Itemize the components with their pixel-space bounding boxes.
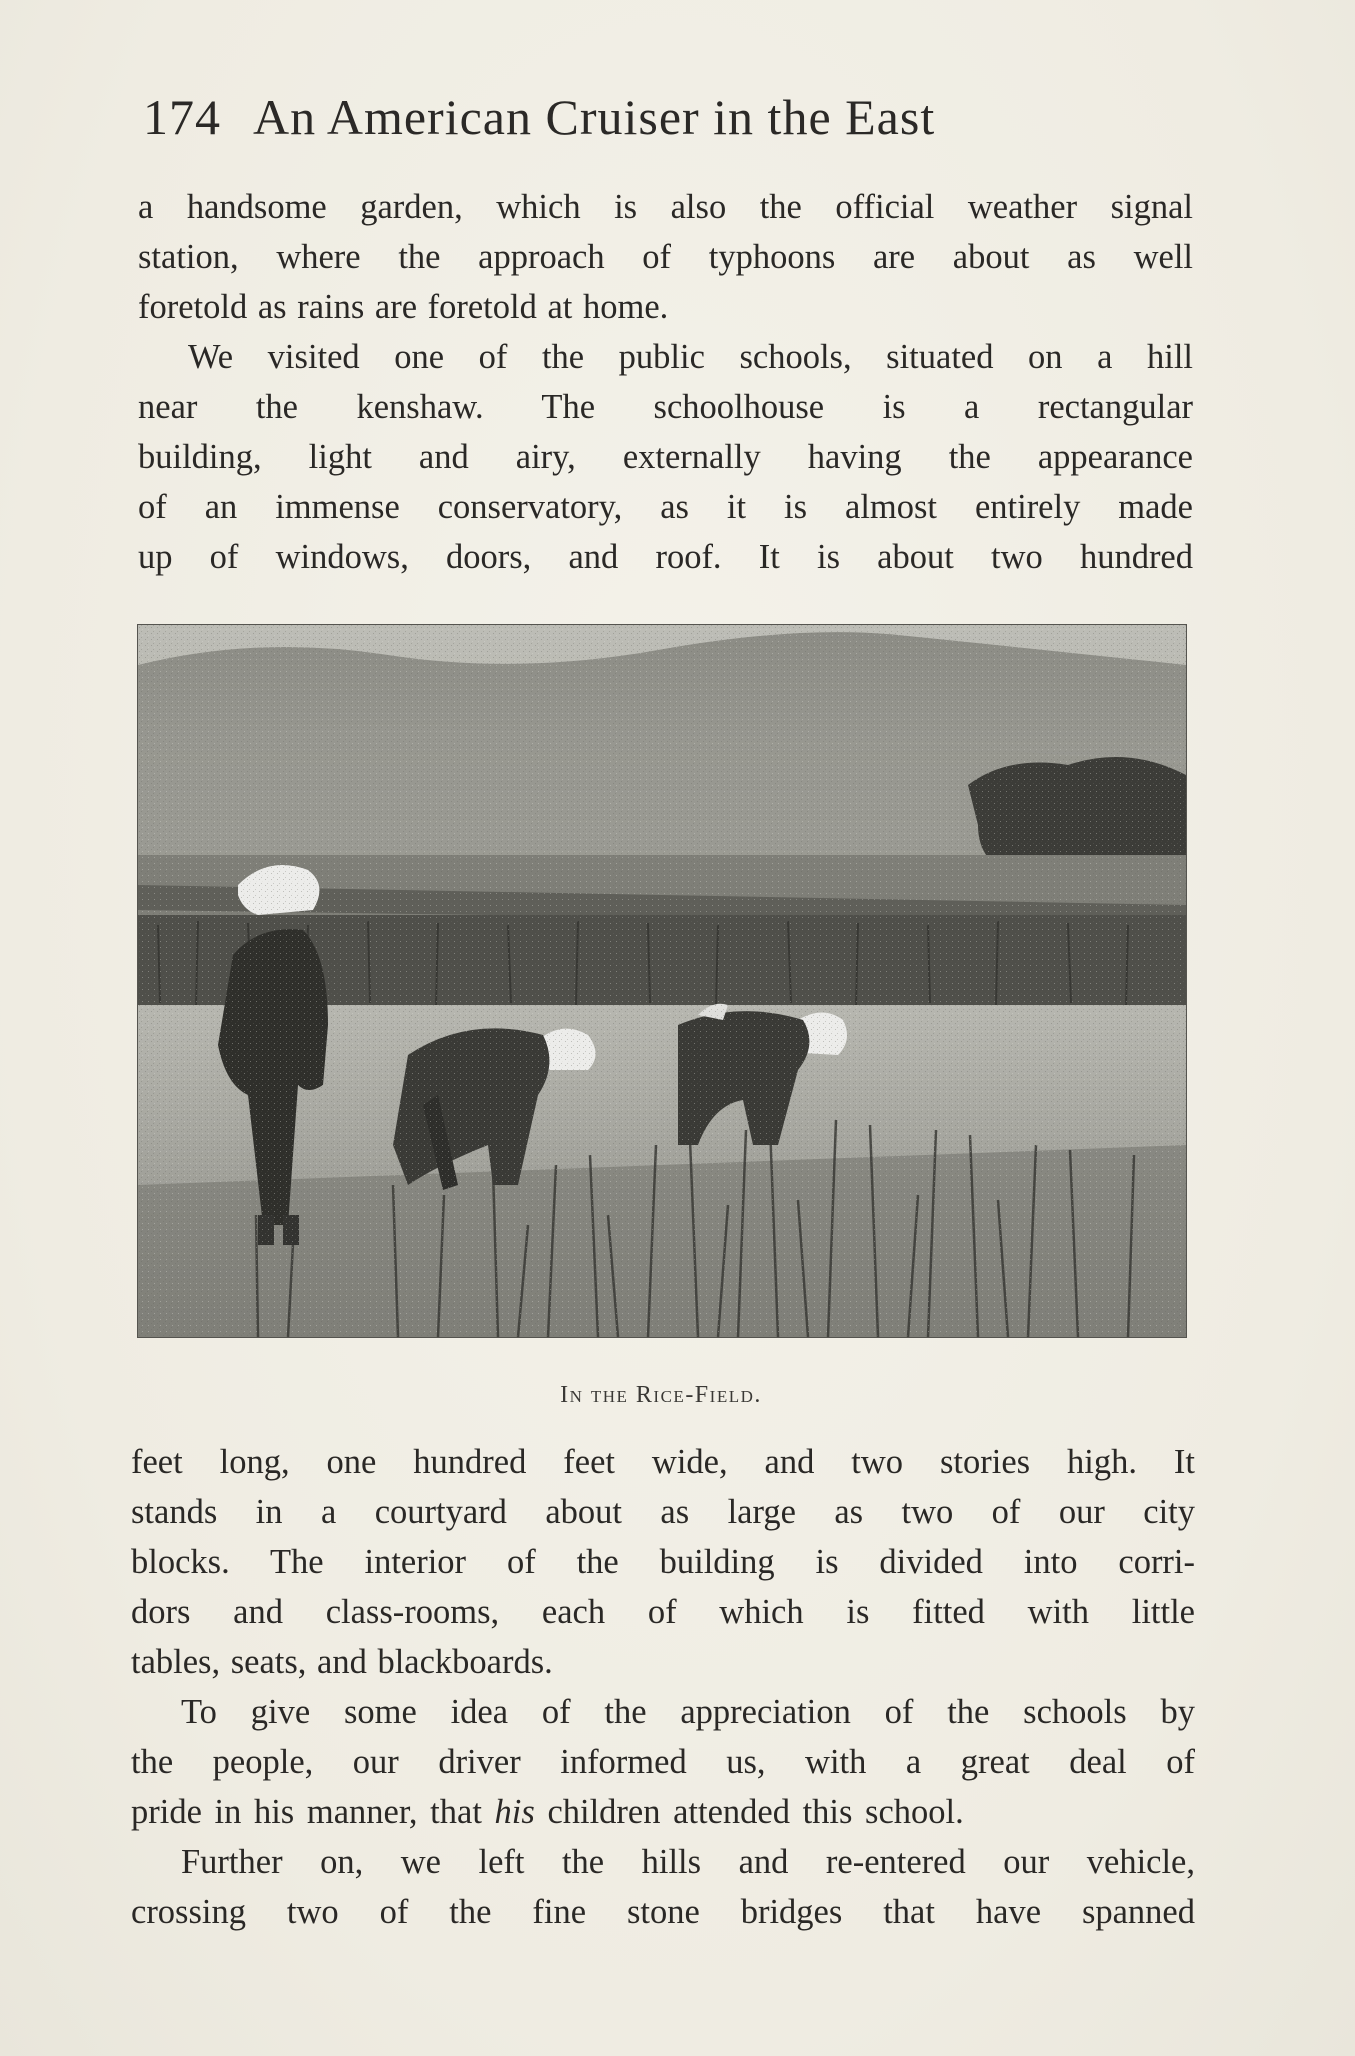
text-line	[131, 1787, 1195, 1837]
body-text-bottom	[131, 1437, 1195, 1937]
paragraph	[131, 1437, 1195, 1687]
text-line: feet long, one hundred feet wide, and two stories high. It	[131, 1443, 1195, 1481]
text-line: the people, our driver informed us, with a great deal of	[131, 1743, 1195, 1781]
text-line: a handsome garden, which is also the official weather signal	[138, 188, 1193, 226]
text-line: station, where the approach of typhoons are about as well	[138, 238, 1193, 276]
paragraph	[131, 1837, 1195, 1937]
running-title: An American Cruiser in the East	[253, 89, 936, 145]
running-header	[143, 88, 1198, 148]
text-line: foretold as rains are foretold at home.	[138, 288, 669, 326]
text-line: tables, seats, and blackboards.	[131, 1643, 553, 1681]
text-segment: pride in his manner, that	[131, 1793, 495, 1831]
text-line: stands in a courtyard about as large as two of our city	[131, 1493, 1195, 1531]
photo-illustration	[138, 625, 1186, 1337]
body-text-top	[138, 182, 1193, 582]
paragraph	[138, 182, 1193, 332]
page-number: 174	[143, 89, 221, 145]
emphasized-word: his	[494, 1793, 535, 1831]
text-line: of an immense conservatory, as it is almost entirely made	[138, 488, 1193, 526]
text-line: blocks. The interior of the building is divided into corri-	[131, 1543, 1195, 1581]
text-line: To give some idea of the appreciation of the schools by	[181, 1693, 1195, 1731]
rice-field-photograph	[137, 624, 1187, 1338]
text-line: crossing two of the fine stone bridges that have spanned	[131, 1893, 1195, 1931]
text-line: dors and class-rooms, each of which is fitted with little	[131, 1593, 1195, 1631]
text-line: building, light and airy, externally having the appearance	[138, 438, 1193, 476]
text-line: up of windows, doors, and roof. It is about two hundred	[138, 538, 1193, 576]
figure-caption: In the Rice-Field.	[560, 1382, 762, 1408]
paragraph	[138, 332, 1193, 582]
text-line: We visited one of the public schools, situated on a hill	[188, 338, 1193, 376]
paragraph	[131, 1687, 1195, 1837]
text-line: Further on, we left the hills and re-entered our vehicle,	[181, 1843, 1195, 1881]
text-line: near the kenshaw. The schoolhouse is a rectangular	[138, 388, 1193, 426]
text-segment: children attended this school.	[534, 1793, 964, 1831]
